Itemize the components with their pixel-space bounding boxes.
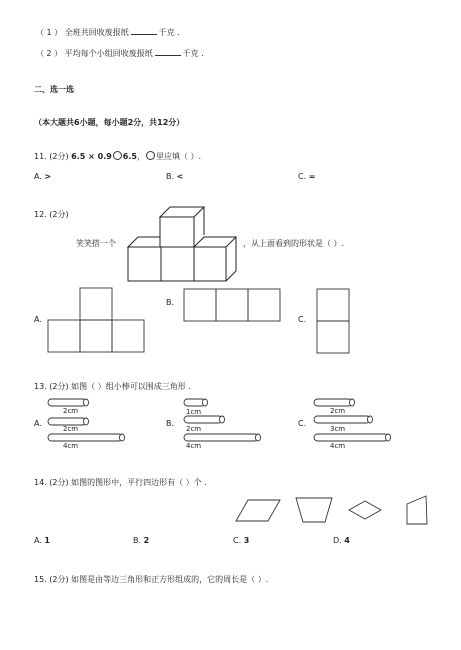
question-text: ， <box>136 152 145 161</box>
answer-circle[interactable] <box>113 151 122 160</box>
expression-left: 6.5 × 0.9 <box>71 152 112 161</box>
question-number: 14. <box>34 478 47 487</box>
option-value: 2 <box>143 536 150 545</box>
option-label: B. <box>166 172 175 181</box>
q13-option-b-label[interactable]: B. <box>166 419 175 428</box>
question-2-line <box>36 47 204 59</box>
option-label: C. <box>298 172 307 181</box>
option-label: D. <box>333 536 342 545</box>
question-1-line <box>36 26 180 38</box>
item-number: （ 1 ） <box>36 28 63 37</box>
rod-length-label: 2cm <box>63 407 79 415</box>
q12-option-b-figure <box>183 288 281 322</box>
item-text: 平均每个小组回收废报纸 <box>64 49 153 58</box>
option-value: 1 <box>44 536 50 545</box>
question-number: 15. <box>34 575 47 584</box>
shapes-figure <box>234 494 434 528</box>
question-13-stem <box>34 381 191 392</box>
q14-option-b[interactable] <box>133 536 149 545</box>
question-number: 13. <box>34 382 47 391</box>
question-score: (2分) <box>49 382 69 391</box>
rod-group-c <box>312 397 392 453</box>
question-number: 12. <box>34 210 47 219</box>
rod-group-a <box>46 397 126 453</box>
rod-length-label: 2cm <box>186 425 202 433</box>
trapezoid-shape <box>296 498 332 522</box>
section-title: 二、选一选 <box>34 85 74 94</box>
question-text: 如图是由等边三角形和正方形组成的，它的周长是（ ）. <box>71 575 269 584</box>
question-score: (2分) <box>49 478 69 487</box>
question-15-stem <box>34 574 268 585</box>
rod-length-label: 2cm <box>330 407 346 415</box>
rod-length-label: 4cm <box>330 442 346 450</box>
q14-option-c[interactable] <box>233 536 249 545</box>
quadrilateral-shape <box>407 496 427 524</box>
option-value: > <box>44 172 52 181</box>
question-12-stem <box>34 209 69 220</box>
q12-option-a-label[interactable]: A. <box>34 315 42 324</box>
q13-option-a-label[interactable]: A. <box>34 419 42 428</box>
option-label: B. <box>133 536 142 545</box>
section-note: （本大题共6小题，每小题2分，共12分） <box>34 118 185 127</box>
rod-length-label: 2cm <box>63 425 79 433</box>
question-text: 如图的图形中，平行四边形有（ ）个 . <box>71 478 207 487</box>
answer-blank[interactable] <box>131 26 157 35</box>
option-c[interactable] <box>298 172 315 181</box>
rod-length-label: 4cm <box>186 442 202 450</box>
item-text: 全班共回收废报纸 <box>64 28 129 37</box>
q12-option-a-figure <box>47 287 145 353</box>
option-value: < <box>176 172 184 181</box>
circle-symbol <box>146 151 155 160</box>
option-label: C. <box>233 536 242 545</box>
question-text: 如图（ ）组小棒可以围成三角形 . <box>71 382 191 391</box>
option-label: A. <box>34 172 42 181</box>
q12-option-c-figure <box>316 288 350 354</box>
option-b[interactable] <box>166 172 183 181</box>
question-11-stem <box>34 151 201 162</box>
expression-right: 6.5 <box>122 152 137 161</box>
option-value: 3 <box>243 536 250 545</box>
question-score: (2分) <box>49 152 69 161</box>
item-unit: 千克 . <box>182 49 204 58</box>
cube-stack-figure <box>126 204 238 284</box>
q12-option-b-label[interactable]: B. <box>166 298 175 307</box>
option-a[interactable] <box>34 172 51 181</box>
rhombus-shape <box>349 501 381 519</box>
rod-length-label: 1cm <box>186 408 202 416</box>
q14-option-a[interactable] <box>34 536 50 545</box>
question-text: 里应填（ ）. <box>155 152 202 161</box>
question-14-stem <box>34 477 207 488</box>
option-label: A. <box>34 536 42 545</box>
option-value: = <box>308 172 316 181</box>
parallelogram-shape <box>236 500 280 521</box>
rod-length-label: 3cm <box>330 425 346 433</box>
q13-option-c-label[interactable]: C. <box>298 419 307 428</box>
answer-blank[interactable] <box>155 47 181 56</box>
question-12-text-left: 笑笑搭一个 <box>76 239 116 248</box>
item-number: （ 2 ） <box>36 49 63 58</box>
question-score: (2分) <box>49 575 69 584</box>
question-number: 11. <box>34 152 47 161</box>
question-12-text-right: ，从上面看到的形状是（ ）. <box>243 239 345 248</box>
question-score: (2分) <box>49 210 69 219</box>
q12-option-c-label[interactable]: C. <box>298 315 307 324</box>
rod-length-label: 4cm <box>63 442 79 450</box>
item-unit: 千克 . <box>158 28 180 37</box>
q14-option-d[interactable] <box>333 536 350 545</box>
option-value: 4 <box>344 536 350 545</box>
